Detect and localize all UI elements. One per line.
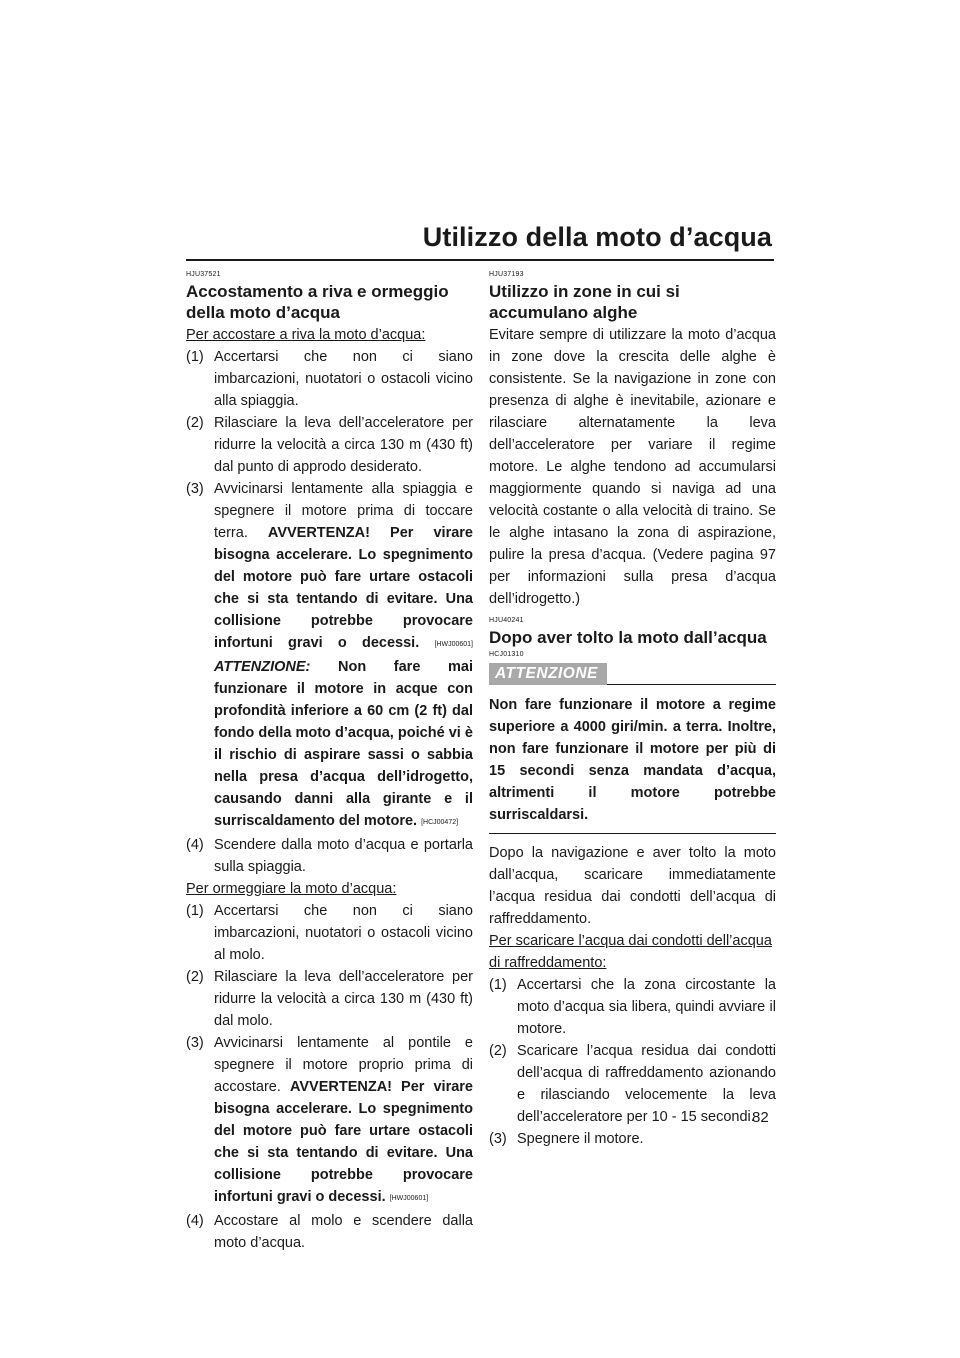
section-heading-after-use: Dopo aver tolto la moto dall’acqua [489,628,767,647]
warning-text: AVVERTENZA! Per virare bisogna accelerare. Lo spegnimento del motore può fare urtare ostacoli che si sta tentando di evitare. Una collisione potrebbe provocare infortuni gravi o decessi. [214,1079,474,1205]
caution-end-rule [489,833,776,834]
caution-badge: ATTENZIONE [489,663,607,685]
list-item: (1) Accertarsi che la zona circostante la moto d’acqua sia libera, quindi avviare il motore. [489,977,776,1037]
list-item: (3) Spegnere il motore. [489,1131,644,1147]
list-item: (2) Scaricare l’acqua residua dai condotti dell’acqua di raffreddamento azionando e rilasciando velocemente la leva dell’acceleratore per 10 - 15 secondi. [489,1043,776,1125]
page-title: Utilizzo della moto d’acqua [422,222,772,252]
list-item: (1) Accertarsi che non ci siano imbarcazioni, nuotatori o ostacoli vicino al molo. [186,903,473,963]
title-rule [186,259,774,261]
drain-steps [489,974,776,1150]
drain-intro: Per scaricare l’acqua dai condotti dell’acqua di raffreddamento: [489,933,772,971]
caution-code: HCJ01310 [489,651,524,658]
list-item: (2) Rilasciare la leva dell’acceleratore per ridurre la velocità a circa 130 m (430 ft) dal molo. [186,969,473,1029]
after-use-body: Dopo la navigazione e aver tolto la moto dall’acqua, scaricare immediatamente l’acqua residua dai condotti dell’acqua di raffreddamento. [489,845,776,927]
list-item: (3) Avvicinarsi lentamente alla spiaggia e spegnere il motore prima di toccare terra. AVVERTENZA! Per virare bisogna accelerare. Lo spegnimento del motore può fare urtare ostacoli che si sta tentando di evitare. Una collisione potrebbe provocare infortuni gravi o decessi. [HWJ00601] ATTENZIONE: Non fare mai funzionare il motore in acque con profondità inferiore a 60 cm (2 ft) dal fondo della moto d’acqua, poiché vi è il rischio di aspirare sassi o sabbia nella presa d’acqua dell’idrogetto, causando danni alla girante e il surriscaldamento del motore. [HCJ00472] [186,481,473,829]
list-item: (4) Accostare al molo e scendere dalla moto d’acqua. [186,1213,473,1251]
algae-body: Evitare sempre di utilizzare la moto d’acqua in zone dove la crescita delle alghe è consistente. Se la navigazione in zone con presenza di alghe è inevitabile, azionare e rilasciare alternatamente la leva dell’acceleratore per variare il regime motore. Le alghe tendono ad accumularsi maggiormente quando si naviga ad una velocità costante o alla velocità di traino. Se le alghe intasano la zona di aspirazione, pulire la presa d’acqua. (Vedere pagina 97 per informazioni sulla presa d’acqua dell’idrogetto.) [489,327,776,607]
section-code: HJU40241 [489,617,524,624]
beaching-intro: Per accostare a riva la moto d’acqua: [186,327,426,343]
list-item: (2) Rilasciare la leva dell’acceleratore per ridurre la velocità a circa 130 m (430 ft) dal punto di approdo desiderato. [186,415,473,475]
caution-text: Non fare mai funzionare il motore in acque con profondità inferiore a 60 cm (2 ft) dal fondo della moto d’acqua, poiché vi è il rischio di aspirare sassi o sabbia nella presa d’acqua dell’idrogetto, causando danni alla girante e il surriscaldamento del motore. [214,659,473,829]
section-heading-algae: Utilizzo in zone in cui si accumulano alghe [489,282,680,322]
caution-header [489,662,776,686]
left-column [186,268,473,1254]
right-column [489,268,776,1150]
caution-label: ATTENZIONE: [214,659,311,675]
section-code: HJU37521 [186,271,221,278]
list-item: (4) Scendere dalla moto d’acqua e portarla sulla spiaggia. [186,837,473,875]
warning-text: AVVERTENZA! Per virare bisogna accelerare. Lo spegnimento del motore può fare urtare ostacoli che si sta tentando di evitare. Una collisione potrebbe provocare infortuni gravi o decessi. [214,525,473,651]
warning-ref-code: [HWJ00601] [389,1195,429,1202]
caution-rule [607,684,776,685]
page-number: 82 [752,1109,769,1126]
list-item: (3) Avvicinarsi lentamente al pontile e spegnere il motore proprio prima di accostare. AVVERTENZA! Per virare bisogna accelerare. Lo spegnimento del motore può fare urtare ostacoli che si sta tentando di evitare. Una collisione potrebbe provocare infortuni gravi o decessi. [HWJ00601] [186,1035,474,1205]
section-heading-beaching: Accostamento a riva e ormeggio della moto d’acqua [186,282,449,322]
caution-body: Non fare funzionare il motore a regime superiore a 4000 giri/min. a terra. Inoltre, non fare funzionare il motore per più di 15 secondi senza mandata d’acqua, altrimenti il motore potrebbe surriscaldarsi. [489,697,776,823]
mooring-intro: Per ormeggiare la moto d’acqua: [186,881,397,897]
section-code: HJU37193 [489,271,524,278]
beaching-steps [186,346,473,878]
warning-ref-code: [HWJ00601] [434,641,473,648]
list-item: (1) Accertarsi che non ci siano imbarcazioni, nuotatori o ostacoli vicino alla spiaggia. [186,349,473,409]
mooring-steps [186,900,473,1254]
caution-ref-code: [HCJ00472] [421,819,459,826]
